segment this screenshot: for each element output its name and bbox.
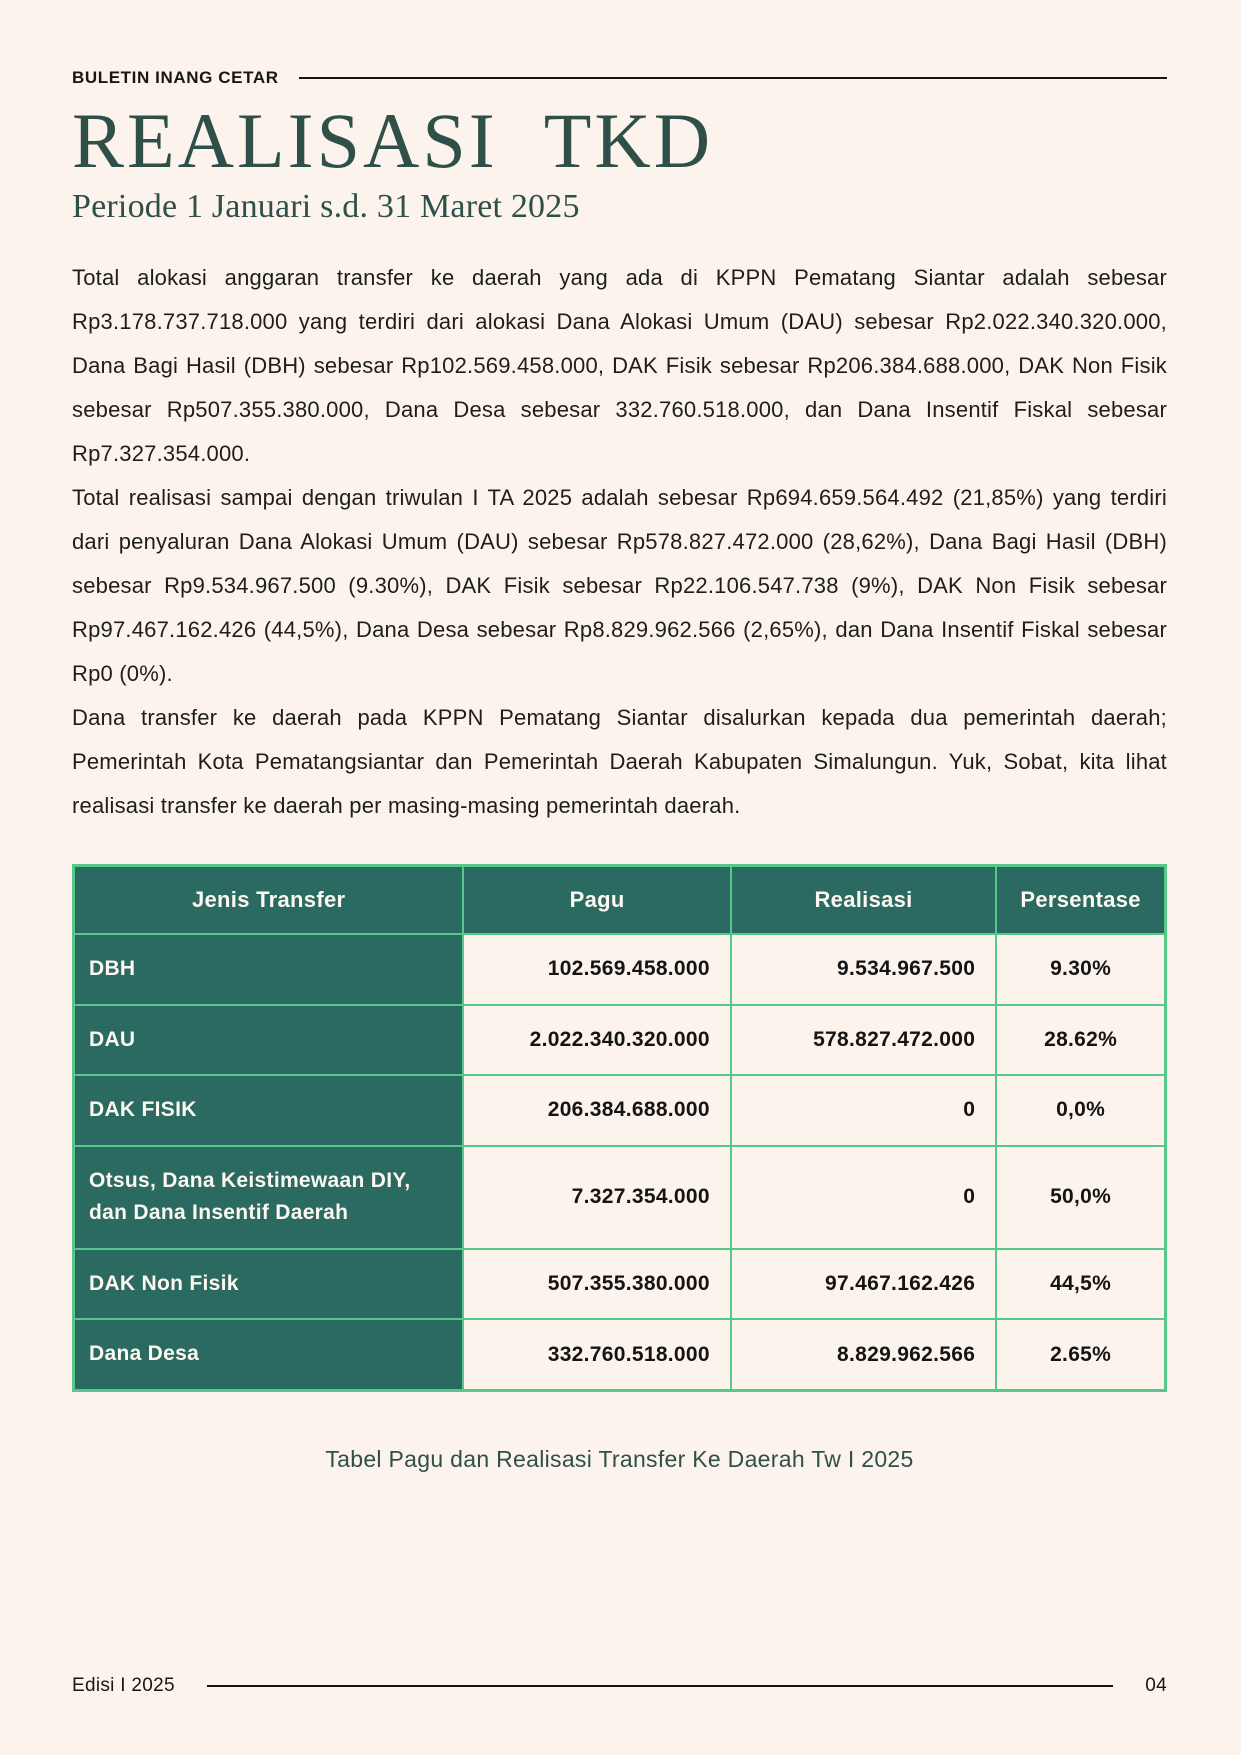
- realisasi-value: 0: [731, 1075, 996, 1146]
- bulletin-brand-text: BULETIN INANG CETAR: [72, 68, 279, 87]
- realisasi-value: 9.534.967.500: [731, 934, 996, 1005]
- column-header-jenis-transfer: Jenis Transfer: [74, 866, 464, 935]
- realisasi-value: 0: [731, 1146, 996, 1249]
- persentase-value: 2.65%: [996, 1319, 1165, 1390]
- paragraph-realization: Total realisasi sampai dengan triwulan I TA 2025 adalah sebesar Rp694.659.564.492 (21,85%) yang terdiri dari penyaluran Dana Alokasi Umum (DAU) sebesar Rp578.827.472.000 (28,62%), Dana Bagi Hasil (DBH) sebesar Rp9.534.967.500 (9.30%), DAK Fisik sebesar Rp22.106.547.738 (9%), DAK Non Fisik sebesar Rp97.467.162.426 (44,5%), Dana Desa sebesar Rp8.829.962.566 (2,65%), dan Dana Insentif Fiskal sebesar Rp0 (0%).: [72, 485, 1167, 686]
- header-divider-line: [299, 77, 1167, 79]
- row-label: Dana Desa: [74, 1319, 464, 1390]
- pagu-value: 507.355.380.000: [463, 1249, 731, 1320]
- table-row-dbh: [74, 934, 1166, 1005]
- table-row-dak-non-fisik: [74, 1249, 1166, 1320]
- pagu-value: 102.569.458.000: [463, 934, 731, 1005]
- table-row-dak-fisik: [74, 1075, 1166, 1146]
- page-title: REALISASI TKD: [72, 97, 714, 184]
- body-text: [72, 256, 1167, 828]
- row-label: DAU: [74, 1005, 464, 1076]
- persentase-value: 44,5%: [996, 1249, 1165, 1320]
- paragraph-distribution: Dana transfer ke daerah pada KPPN Pematang Siantar disalurkan kepada dua pemerintah daerah; Pemerintah Kota Pematangsiantar dan Pemerintah Daerah Kabupaten Simalungun. Yuk, Sobat, kita lihat realisasi transfer ke daerah per masing-masing pemerintah daerah.: [72, 705, 1167, 818]
- page-subtitle: Periode 1 Januari s.d. 31 Maret 2025: [72, 188, 580, 225]
- table-row-otsus: [74, 1146, 1166, 1249]
- page-header: [72, 68, 1167, 88]
- edition-label: Edisi I 2025: [72, 1675, 175, 1696]
- persentase-value: 50,0%: [996, 1146, 1165, 1249]
- row-label: DAK Non Fisik: [74, 1249, 464, 1320]
- page-number: 04: [1145, 1675, 1167, 1696]
- pagu-value: 7.327.354.000: [463, 1146, 731, 1249]
- pagu-value: 206.384.688.000: [463, 1075, 731, 1146]
- column-header-pagu: Pagu: [463, 866, 731, 935]
- table-caption: Tabel Pagu dan Realisasi Transfer Ke Daerah Tw I 2025: [325, 1445, 914, 1472]
- pagu-value: 332.760.518.000: [463, 1319, 731, 1390]
- row-label: Otsus, Dana Keistimewaan DIY, dan Dana Insentif Daerah: [74, 1146, 464, 1249]
- table-header-row: [74, 866, 1166, 935]
- row-label: DBH: [74, 934, 464, 1005]
- realisasi-value: 8.829.962.566: [731, 1319, 996, 1390]
- paragraph-allocation: Total alokasi anggaran transfer ke daerah yang ada di KPPN Pematang Siantar adalah sebesar Rp3.178.737.718.000 yang terdiri dari alokasi Dana Alokasi Umum (DAU) sebesar Rp2.022.340.320.000, Dana Bagi Hasil (DBH) sebesar Rp102.569.458.000, DAK Fisik sebesar Rp206.384.688.000, DAK Non Fisik sebesar Rp507.355.380.000, Dana Desa sebesar 332.760.518.000, dan Dana Insentif Fiskal sebesar Rp7.327.354.000.: [72, 265, 1167, 466]
- footer-divider-line: [207, 1685, 1113, 1687]
- persentase-value: 9.30%: [996, 934, 1165, 1005]
- pagu-realisasi-table: [72, 864, 1167, 1392]
- pagu-value: 2.022.340.320.000: [463, 1005, 731, 1076]
- table-row-dana-desa: [74, 1319, 1166, 1390]
- page-footer: [72, 1675, 1167, 1697]
- realisasi-value: 578.827.472.000: [731, 1005, 996, 1076]
- column-header-realisasi: Realisasi: [731, 866, 996, 935]
- persentase-value: 0,0%: [996, 1075, 1165, 1146]
- row-label: DAK FISIK: [74, 1075, 464, 1146]
- persentase-value: 28.62%: [996, 1005, 1165, 1076]
- column-header-persentase: Persentase: [996, 866, 1165, 935]
- realisasi-value: 97.467.162.426: [731, 1249, 996, 1320]
- table-row-dau: [74, 1005, 1166, 1076]
